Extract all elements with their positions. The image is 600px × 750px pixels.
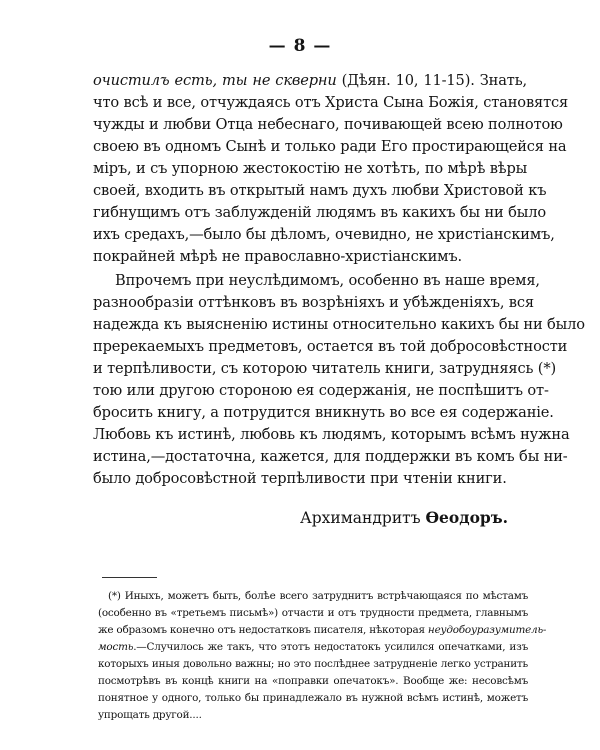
paragraph2-line: надежда къ выясненію истины относительно какихъ бы ни было [93,316,585,333]
footnote-line: (особенно въ «третьемъ письмѣ») отчасти и отъ трудности предмета, главнымъ [98,607,528,619]
footnote-line-3-italic: неудобоуразумитель- [427,624,547,636]
paragraph2-line: и терпѣливости, съ которою читатель книги, затрудняясь (*) [93,360,557,377]
paragraph1-line-1-rest: (Дѣян. 10, 11-15). Знать, [336,72,527,89]
paragraph1-line: что всѣ и все, отчуждаясь отъ Христа Сына Божія, становятся [93,94,569,111]
paragraph1-line: гибнущимъ отъ заблужденій людямъ въ какихъ бы ни было [93,204,546,221]
paragraph2-line: тою или другою стороною ея содержанія, не поспѣшитъ от- [93,382,549,399]
paragraph1-line-1-italic: очистилъ есть, ты не скверни [93,72,337,89]
footnote-line: упрощать другой.... [98,709,202,721]
paragraph1-line: міръ, и съ упорною жестокостію не хотѣть, по мѣрѣ вѣры [93,160,528,177]
page-number: — 8 — [268,36,332,56]
paragraph1-line: покрайней мѣрѣ не православно-христіанскимъ. [93,248,462,265]
paragraph2-line: Любовь къ истинѣ, любовь къ людямъ, которымъ всѣмъ нужна [93,426,570,443]
signature [300,508,540,527]
footnote-divider [102,577,157,578]
paragraph1-line: ихъ средахъ,—было бы дѣломъ, очевидно, не христіанскимъ, [93,226,555,243]
signature-name: Ѳеодоръ. [425,508,509,527]
paragraph1-line: своею въ одномъ Сынѣ и только ради Его простирающейся на [93,138,567,155]
paragraph2-line: Впрочемъ при неуслѣдимомъ, особенно въ наше время, [115,272,540,289]
footnote-line-4 [98,639,528,656]
paragraph2-line: было добросовѣстной терпѣливости при чтеніи книги. [93,470,507,487]
paragraph2-line: бросить книгу, а потрудится вникнуть во все ея содержаніе. [93,404,554,421]
paragraph2-line: разнообразіи оттѣнковъ въ возрѣніяхъ и убѣжденіяхъ, вся [93,294,534,311]
signature-title: Архимандритъ [300,509,421,527]
paragraph2-line: пререкаемыхъ предметовъ, остается въ той добросовѣстности [93,338,568,355]
footnote-line-3-text: же образомъ конечно отъ недостатковъ писателя, нѣкоторая [98,624,425,636]
footnote-line: которыхъ иныя довольно важны; но это послѣднее затрудненіе легко устранить [98,658,528,670]
paragraph1-line: своей, входить въ открытый намъ духъ любви Христовой къ [93,182,547,199]
footnote-line-4-italic: мость [98,641,134,653]
footnote-line-3 [98,622,547,639]
footnote-line-4-rest: .—Случилось же такъ, что этотъ недостатокъ усилился опечатками, изъ [133,641,528,653]
footnote-line: понятное у одного, только бы принадлежало въ нужной всѣмъ истинѣ, можетъ [98,692,528,704]
footnote-line: (*) Иныхъ, можетъ быть, болѣе всего затруднитъ встрѣчающаяся по мѣстамъ [108,590,528,602]
paragraph1-line: чужды и любви Отца небеснаго, почивающей всею полнотою [93,116,563,133]
paragraph1-line-1 [93,70,527,92]
footnote-line: посмотрѣвъ въ концѣ книги на «поправки опечатокъ». Вообще же: несовсѣмъ [98,675,528,687]
paragraph2-line: истина,—достаточна, кажется, для поддержки въ комъ бы ни- [93,448,568,465]
